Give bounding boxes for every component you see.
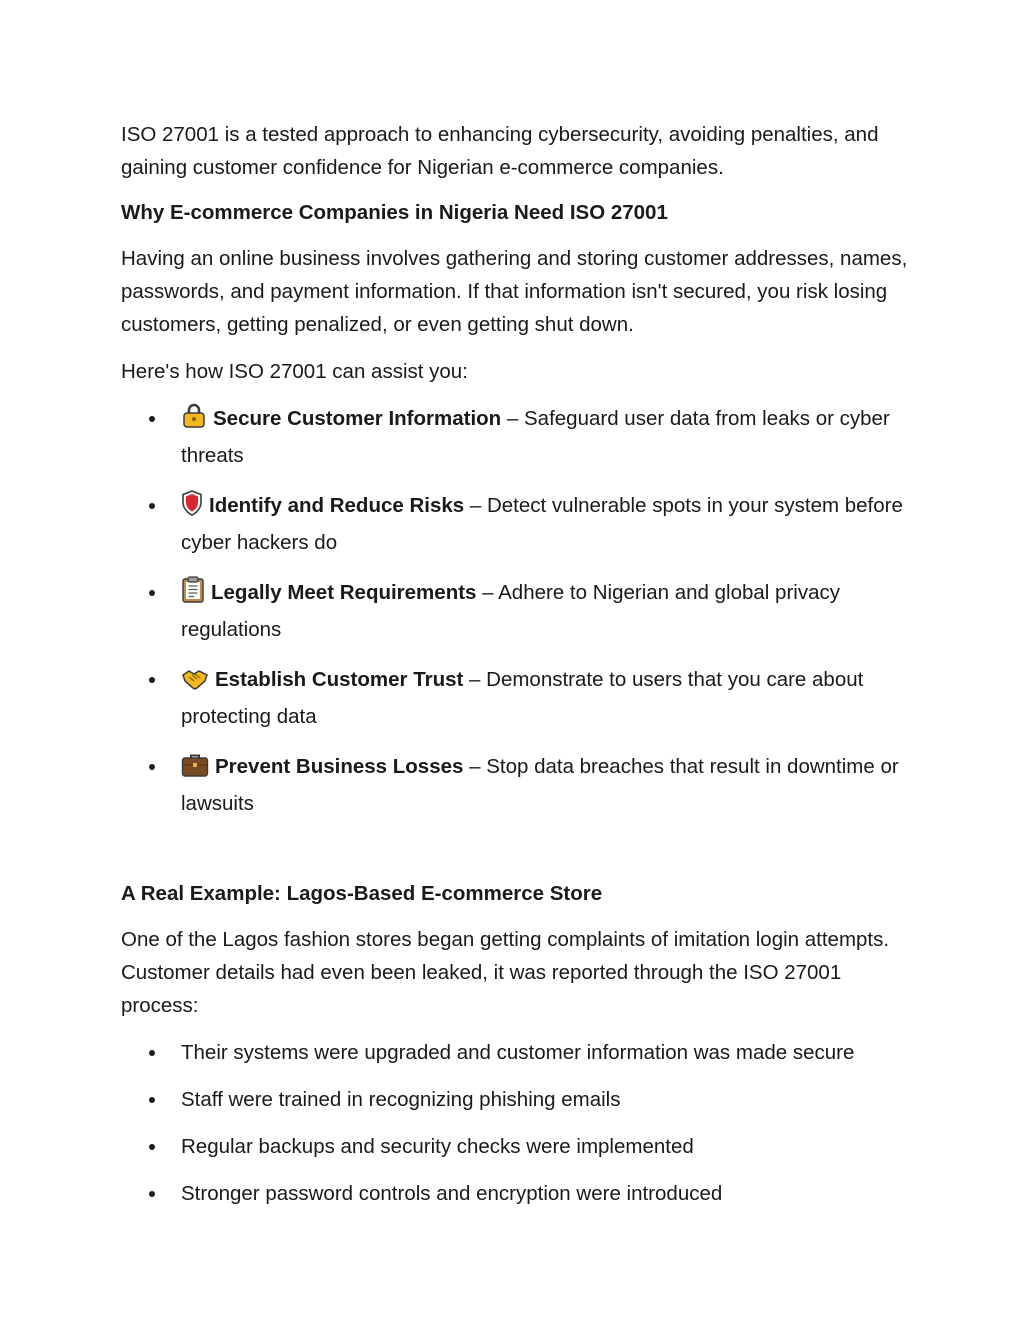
outcome-text: Stronger password controls and encryption were introduced <box>181 1182 723 1205</box>
bullet-dot <box>149 1144 155 1150</box>
benefit-title: Legally Meet Requirements <box>211 581 477 604</box>
list-item <box>121 489 911 559</box>
benefit-desc: – Adhere to Nigerian and global privacy regulations <box>181 581 840 641</box>
benefit-title: Identify and Reduce Risks <box>209 494 465 517</box>
why-paragraph: Having an online business involves gathering and storing customer addresses, names, passwords, and payment information. If that information isn't secured, you risk losing customers, getting penalized, or even getting shut down. <box>121 247 908 336</box>
assist-lead: Here's how ISO 27001 can assist you: <box>121 360 468 383</box>
benefit-desc: – Safeguard user data from leaks or cyber threats <box>181 407 890 467</box>
benefit-desc: – Stop data breaches that result in downtime or lawsuits <box>181 755 899 815</box>
list-item <box>121 402 911 472</box>
bullet-dot <box>149 764 155 770</box>
list-item <box>121 1083 911 1116</box>
bullet-dot <box>149 416 155 422</box>
section-heading-why: Why E-commerce Companies in Nigeria Need ISO 27001 <box>121 201 668 224</box>
benefit-title: Secure Customer Information <box>213 407 502 430</box>
bullet-dot <box>149 590 155 596</box>
list-item <box>121 1036 911 1069</box>
briefcase-icon <box>181 753 209 787</box>
bullet-dot <box>149 1097 155 1103</box>
clipboard-icon <box>181 576 205 613</box>
shield-icon <box>181 490 203 526</box>
list-item <box>121 1177 911 1210</box>
bullet-dot <box>149 1191 155 1197</box>
list-item <box>121 576 911 646</box>
benefit-title: Prevent Business Losses <box>215 755 464 778</box>
benefit-desc: – Demonstrate to users that you care about protecting data <box>181 668 864 728</box>
list-item <box>121 1130 911 1163</box>
bullet-dot <box>149 677 155 683</box>
benefit-desc: – Detect vulnerable spots in your system before cyber hackers do <box>181 494 903 554</box>
outcome-text: Their systems were upgraded and customer information was made secure <box>181 1041 855 1064</box>
outcomes-list <box>121 1036 911 1210</box>
outcome-text: Staff were trained in recognizing phishing emails <box>181 1088 621 1111</box>
section-heading-example: A Real Example: Lagos-Based E-commerce Store <box>121 882 603 905</box>
list-item <box>121 750 911 820</box>
document-page <box>121 118 911 1224</box>
benefit-title: Establish Customer Trust <box>215 668 464 691</box>
example-paragraph: One of the Lagos fashion stores began getting complaints of imitation login attempts. Customer details had even been leaked, it was reported through the ISO 27001 process: <box>121 928 890 1017</box>
bullet-dot <box>149 503 155 509</box>
lock-icon <box>181 403 207 439</box>
handshake-icon <box>181 667 209 700</box>
intro-paragraph: ISO 27001 is a tested approach to enhancing cybersecurity, avoiding penalties, and gaining customer confidence for Nigerian e-commerce companies. <box>121 123 879 179</box>
list-item <box>121 663 911 733</box>
benefits-list <box>121 402 911 820</box>
bullet-dot <box>149 1050 155 1056</box>
outcome-text: Regular backups and security checks were implemented <box>181 1135 694 1158</box>
